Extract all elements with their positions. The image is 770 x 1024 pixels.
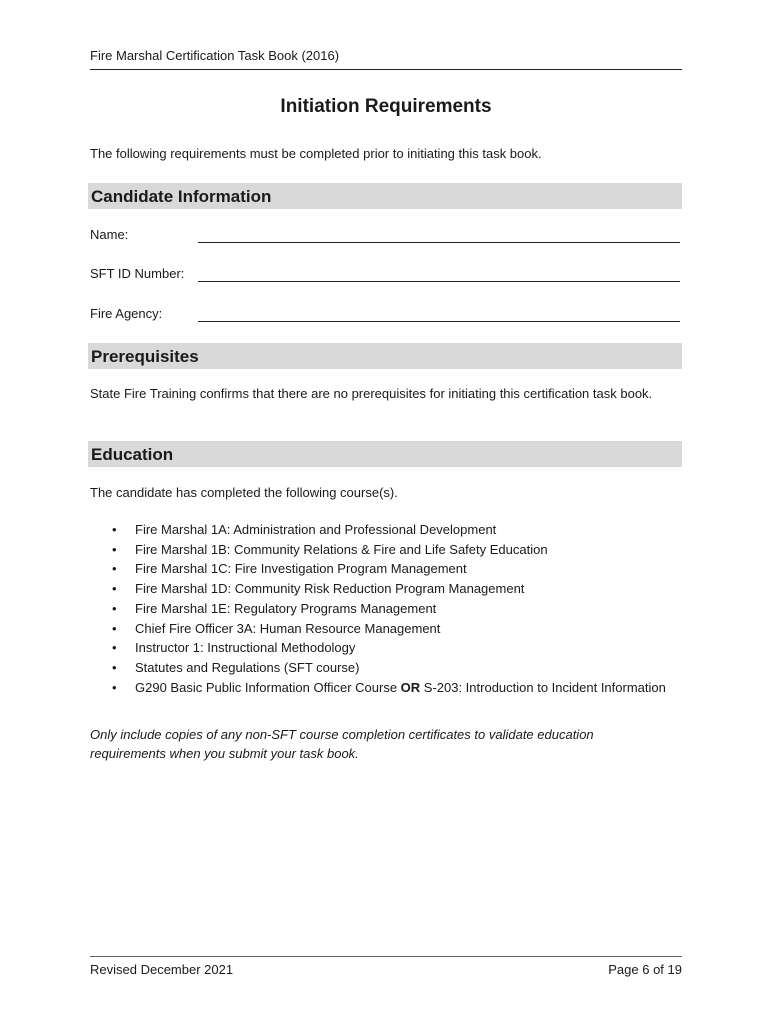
course-name: Chief Fire Officer 3A: Human Resource Management bbox=[135, 620, 441, 636]
field-fire-agency bbox=[90, 306, 682, 326]
course-list bbox=[90, 520, 680, 697]
course-name: Fire Marshal 1E: Regulatory Programs Management bbox=[135, 600, 437, 616]
bullet-icon: • bbox=[112, 679, 117, 695]
field-label: SFT ID Number: bbox=[90, 266, 185, 281]
list-item bbox=[90, 559, 680, 579]
bullet-icon: • bbox=[112, 561, 117, 577]
list-item bbox=[90, 579, 680, 599]
field-label: Name: bbox=[90, 227, 129, 242]
bullet-icon: • bbox=[112, 541, 117, 557]
bullet-icon: • bbox=[112, 581, 117, 597]
course-name: Fire Marshal 1C: Fire Investigation Program Management bbox=[135, 561, 467, 577]
or-keyword: OR bbox=[400, 679, 421, 695]
list-item bbox=[90, 658, 680, 678]
course-name: Fire Marshal 1B: Community Relations & Fire and Life Safety Education bbox=[135, 541, 548, 557]
bullet-icon: • bbox=[112, 600, 117, 616]
list-item bbox=[90, 638, 680, 658]
field-name bbox=[90, 227, 682, 247]
revision-date: Revised December 2021 bbox=[90, 962, 234, 977]
course-name-part: G290 Basic Public Information Officer Course bbox=[135, 679, 401, 695]
running-header: Fire Marshal Certification Task Book (2016) bbox=[90, 48, 682, 70]
intro-text: The following requirements must be completed prior to initiating this task book. bbox=[90, 146, 542, 161]
course-name: Statutes and Regulations (SFT course) bbox=[135, 659, 360, 675]
course-name: Instructor 1: Instructional Methodology bbox=[135, 640, 356, 656]
field-sft-id-number bbox=[90, 266, 682, 286]
course-name: Fire Marshal 1D: Community Risk Reduction Program Management bbox=[135, 581, 525, 597]
name-input-line[interactable] bbox=[198, 242, 680, 243]
section-heading-prerequisites: Prerequisites bbox=[88, 343, 682, 369]
bullet-icon: • bbox=[112, 522, 117, 537]
prerequisites-text: State Fire Training confirms that there are no prerequisites for initiating this certification task book. bbox=[90, 386, 653, 401]
list-item bbox=[90, 599, 680, 619]
course-name-part: S-203: Introduction to Incident Information bbox=[420, 679, 666, 695]
section-heading-education: Education bbox=[88, 441, 682, 467]
list-item bbox=[90, 619, 680, 639]
section-heading-candidate-information: Candidate Information bbox=[88, 183, 682, 209]
bullet-icon: • bbox=[112, 640, 117, 656]
page-number: Page 6 of 19 bbox=[608, 962, 682, 977]
course-name: Fire Marshal 1A: Administration and Professional Development bbox=[135, 522, 497, 537]
bullet-icon: • bbox=[112, 620, 117, 636]
bullet-icon: • bbox=[112, 659, 117, 675]
field-label: Fire Agency: bbox=[90, 306, 163, 321]
list-item bbox=[90, 678, 680, 698]
fire-agency-input-line[interactable] bbox=[198, 321, 680, 322]
page-footer bbox=[90, 956, 682, 977]
education-intro: The candidate has completed the following course(s). bbox=[90, 485, 398, 500]
education-note: Only include copies of any non-SFT course completion certificates to validate education requirements when you submit your task book. bbox=[90, 727, 594, 761]
list-item bbox=[90, 520, 680, 540]
sft-id-input-line[interactable] bbox=[198, 281, 680, 282]
list-item bbox=[90, 540, 680, 560]
page-title: Initiation Requirements bbox=[280, 96, 492, 117]
